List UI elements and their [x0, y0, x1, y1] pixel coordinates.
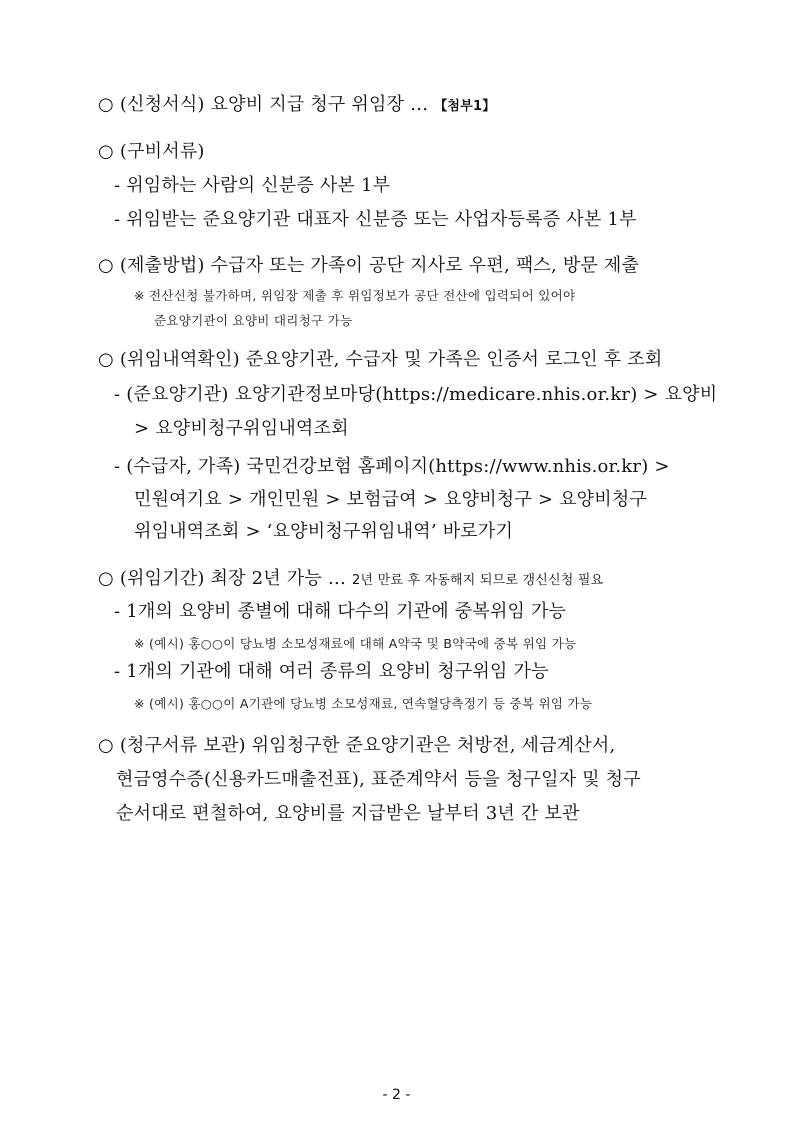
- section-delegation-period: [98, 566, 603, 594]
- delegation-period-example1: ※ (예시) 홍○○이 당뇨병 소모성재료에 대해 A약국 및 B약국에 중복 위임 가능: [134, 636, 577, 651]
- section-required-documents-title: ○ (구비서류): [98, 141, 205, 162]
- delegation-period-text: ○ (위임기간) 최장 2년 가능 …: [98, 568, 347, 589]
- section-application-form-text: ○ (신청서식) 요양비 지급 청구 위임장 …: [98, 94, 429, 115]
- section-document-retention-line3: 순서대로 편철하여, 요양비를 지급받은 날부터 3년 간 보관: [116, 803, 580, 824]
- section-document-retention-line1: ○ (청구서류 보관) 위임청구한 준요양기관은 처방전, 세금계산서,: [98, 735, 616, 756]
- delegation-check-recipient-line1: - (수급자, 가족) 국민건강보험 홈페이지(https://www.nhis.or.kr) >: [114, 456, 670, 477]
- delegation-period-example2: ※ (예시) 홍○○이 A기관에 당뇨병 소모성재료, 연속혈당측정기 등 중복 위임 가능: [134, 696, 593, 711]
- submission-note-line1: ※ 전산신청 불가하며, 위임장 제출 후 위임정보가 공단 전산에 입력되어 있어야: [134, 288, 576, 303]
- required-document-item: - 위임받는 준요양기관 대표자 신분증 또는 사업자등록증 사본 1부: [114, 209, 637, 230]
- delegation-check-provider-line1: - (준요양기관) 요양기관정보마당(https://medicare.nhis.or.kr) > 요양비: [114, 384, 718, 405]
- required-document-item: - 위임하는 사람의 신분증 사본 1부: [114, 175, 391, 196]
- delegation-period-item2: - 1개의 기관에 대해 여러 종류의 요양비 청구위임 가능: [114, 661, 549, 682]
- section-application-form: [98, 92, 495, 120]
- delegation-check-provider-line2: > 요양비청구위임내역조회: [134, 418, 349, 439]
- section-delegation-check: ○ (위임내역확인) 준요양기관, 수급자 및 가족은 인증서 로그인 후 조회: [98, 349, 663, 370]
- delegation-check-recipient-line3: 위임내역조회 > ‘요양비청구위임내역’ 바로가기: [134, 521, 514, 542]
- submission-note-line2: 준요양기관이 요양비 대리청구 가능: [154, 313, 353, 328]
- section-submission-method: ○ (제출방법) 수급자 또는 가족이 공단 지사로 우편, 팩스, 방문 제출: [98, 255, 640, 276]
- section-document-retention-line2: 현금영수증(신용카드매출전표), 표준계약서 등을 청구일자 및 청구: [116, 769, 641, 790]
- delegation-period-item1: - 1개의 요양비 종별에 대해 다수의 기관에 중복위임 가능: [114, 601, 567, 622]
- delegation-check-recipient-line2: 민원여기요 > 개인민원 > 보험급여 > 요양비청구 > 요양비청구: [134, 489, 648, 510]
- delegation-period-renewal-note: 2년 만료 후 자동해지 되므로 갱신신청 필요: [352, 573, 604, 588]
- attachment-reference: 【첨부1】: [434, 99, 496, 114]
- page-number: - 2 -: [382, 1087, 411, 1103]
